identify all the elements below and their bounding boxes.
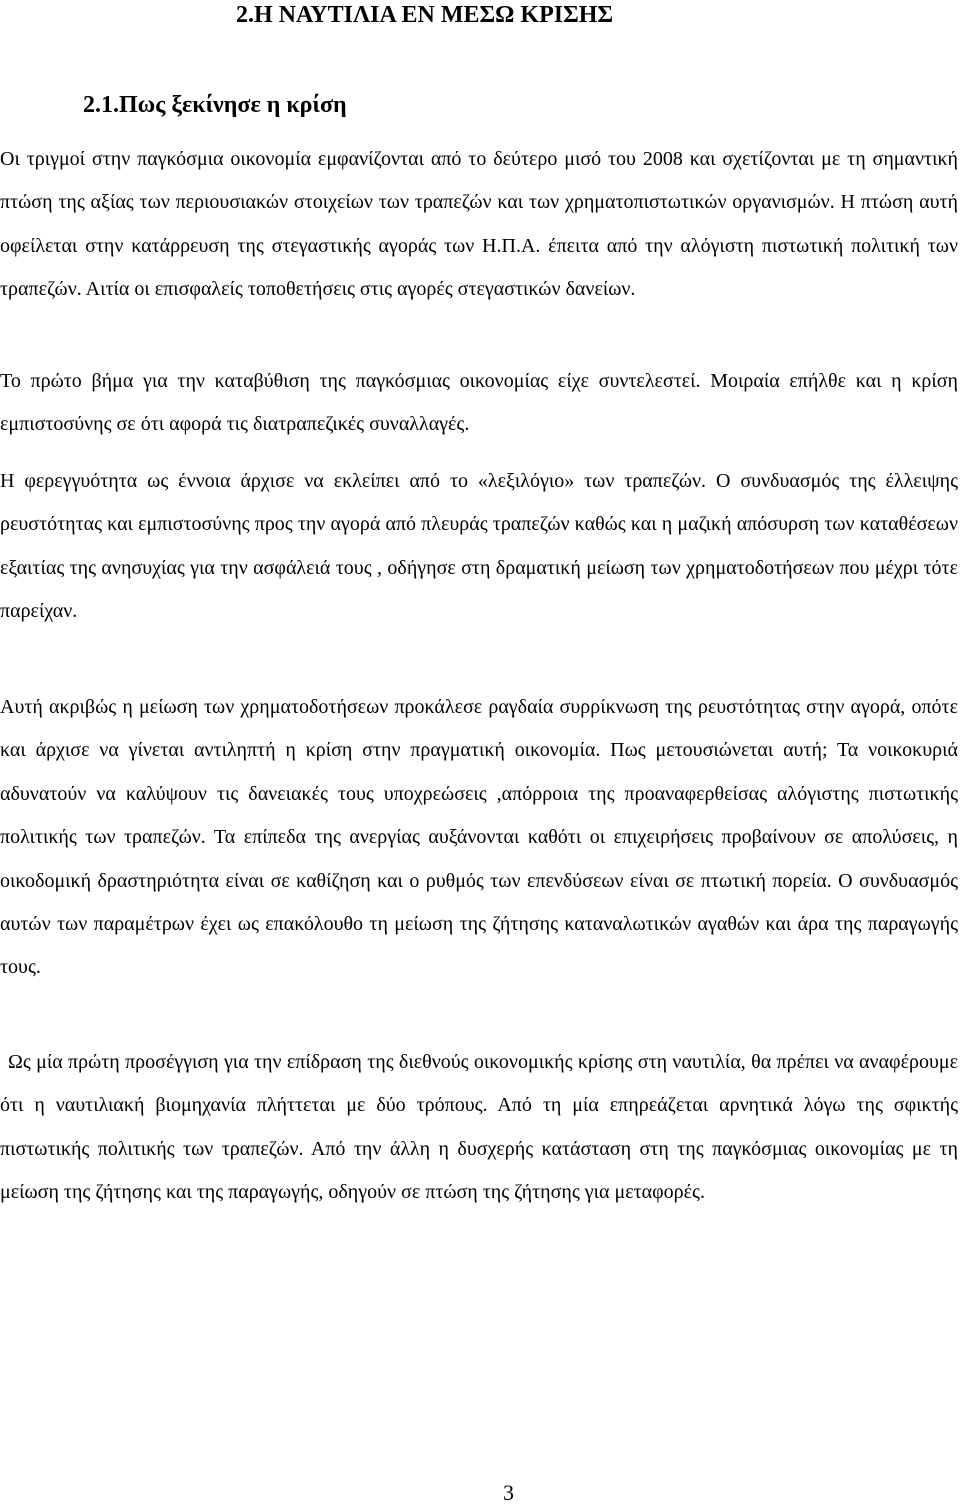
paragraph-2: Το πρώτο βήμα για την καταβύθιση της παγκόσμιας οικονομίας είχε συντελεστεί. Μοιραία επήλθε και η κρίση εμπιστοσύνης σε ότι αφορά τις διατραπεζικές συναλλαγές. (0, 370, 958, 436)
chapter-heading: 2.Η ΝΑΥΤΙΛΙΑ ΕΝ ΜΕΣΩ ΚΡΙΣΗΣ (236, 2, 614, 28)
paragraph-5: Ως μία πρώτη προσέγγιση για την επίδραση της διεθνούς οικονομικής κρίσης στη ναυτιλία, θα πρέπει να αναφέρουμε ότι η ναυτιλιακή βιομηχανία πλήττεται με δύο τρόπους. Από τη μία επηρεάζεται αρνητικά λόγω της σφικτής πιστωτικής πολιτικής των τραπεζών. Από την άλλη η δυσχερής κατάσταση στη της παγκόσμιας οικονομίας με τη μείωση της ζήτησης και της παραγωγής, οδηγούν σε πτώση της ζήτησης για μεταφορές. (0, 1051, 958, 1204)
paragraph-3: Η φερεγγυότητα ως έννοια άρχισε να εκλείπει από το «λεξιλόγιο» των τραπεζών. Ο συνδυασμός της έλλειψης ρευστότητας και εμπιστοσύνης προς την αγορά από πλευράς τραπεζών καθώς και η μαζική απόσυρση των καταθέσεων εξαιτίας της ανησυχίας για την ασφάλειά τους , οδήγησε στη δραματική μείωση των χρηματοδοτήσεων που μέχρι τότε παρείχαν. (0, 470, 958, 623)
section-heading: 2.1.Πως ξεκίνησε η κρίση (83, 92, 347, 118)
paragraph-4: Αυτή ακριβώς η μείωση των χρηματοδοτήσεων προκάλεσε ραγδαία συρρίκνωση της ρευστότητας στην αγορά, οπότε και άρχισε να γίνεται αντιληπτή η κρίση στην πραγματική οικονομία. Πως μετουσιώνεται αυτή; Τα νοικοκυριά αδυνατούν να καλύψουν τις δανειακές τους υποχρεώσεις ,απόρροια της προαναφερθείσας αλόγιστης πιστωτικής πολιτικής των τραπεζών. Τα επίπεδα της ανεργίας αυξάνονται καθότι οι επιχειρήσεις προβαίνουν σε απολύσεις, η οικοδομική δραστηριότητα είναι σε καθίζηση και ο ρυθμός των επενδύσεων είναι σε πτωτική πορεία. Ο συνδυασμός αυτών των παραμέτρων έχει ως επακόλουθο τη μείωση της ζήτησης καταναλωτικών αγαθών και άρα της παραγωγής τους. (0, 696, 958, 979)
page-number: 3 (503, 1480, 514, 1505)
paragraph-1: Οι τριγμοί στην παγκόσμια οικονομία εμφανίζονται από το δεύτερο μισό του 2008 και σχετίζονται με τη σημαντική πτώση της αξίας των περιουσιακών στοιχείων των τραπεζών και των χρηματοπιστωτικών οργανισμών. Η πτώση αυτή οφείλεται στην κατάρρευση της στεγαστικής αγοράς των Η.Π.Α. έπειτα από την αλόγιστη πιστωτική πολιτική των τραπεζών. Αιτία οι επισφαλείς τοποθετήσεις στις αγορές στεγαστικών δανείων. (0, 148, 958, 301)
